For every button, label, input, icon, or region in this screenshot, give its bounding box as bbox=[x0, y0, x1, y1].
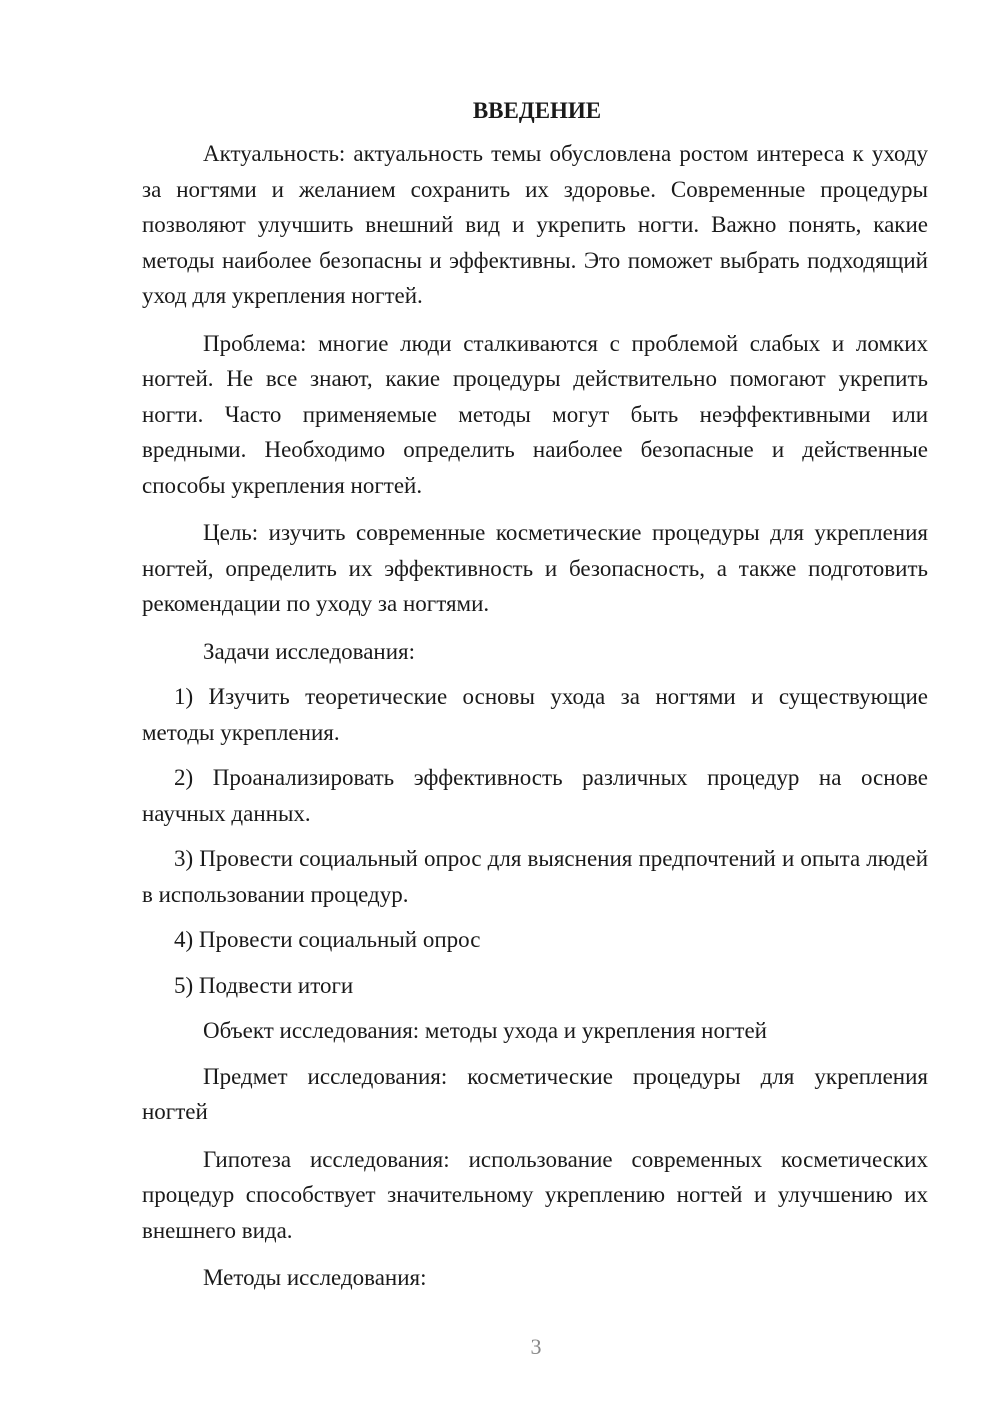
tasks-heading: Задачи исследования: bbox=[203, 638, 416, 664]
section-title: ВВЕДЕНИЕ bbox=[472, 98, 602, 123]
task-item-5: 5) Подвести итоги bbox=[174, 972, 354, 998]
object-paragraph: Объект исследования: методы ухода и укрепления ногтей bbox=[203, 1018, 767, 1043]
task-item-3: 3) Провести социальный опрос для выяснения предпочтений и опыта людей в использовании процедур. bbox=[142, 846, 928, 907]
page-number: 3 bbox=[530, 1334, 542, 1359]
page-content bbox=[142, 96, 928, 1306]
task-item-4: 4) Провести социальный опрос bbox=[174, 927, 481, 952]
problem-paragraph: Проблема: многие люди сталкиваются с проблемой слабых и ломких ногтей. Не все знают, какие процедуры действительно помогают укрепить ногти. Часто применяемые методы могут быть неэффективными или вредными. Необходимо определить наиболее безопасные и действенные способы укрепления ногтей. bbox=[142, 330, 928, 498]
task-item-1: 1) Изучить теоретические основы ухода за ногтями и существующие методы укрепления. bbox=[142, 684, 928, 745]
task-item-2: 2) Проанализировать эффективность различных процедур на основе научных данных. bbox=[142, 765, 928, 826]
methods-heading: Методы исследования: bbox=[203, 1265, 427, 1290]
subject-paragraph: Предмет исследования: косметические процедуры для укрепления ногтей bbox=[142, 1063, 928, 1124]
relevance-paragraph: Актуальность: актуальность темы обусловлена ростом интереса к уходу за ногтями и желанием сохранить их здоровье. Современные процедуры позволяют улучшить внешний вид и укрепить ногти. Важно понять, какие методы наиболее безопасны и эффективны. Это поможет выбрать подходящий уход для укрепления ногтей. bbox=[142, 141, 928, 308]
hypothesis-paragraph: Гипотеза исследования: использование современных косметических процедур способствует значительному укреплению ногтей и улучшению их внешнего вида. bbox=[142, 1146, 928, 1243]
goal-paragraph: Цель: изучить современные косметические процедуры для укрепления ногтей, определить их эффективность и безопасность, а также подготовить рекомендации по уходу за ногтями. bbox=[142, 520, 928, 616]
